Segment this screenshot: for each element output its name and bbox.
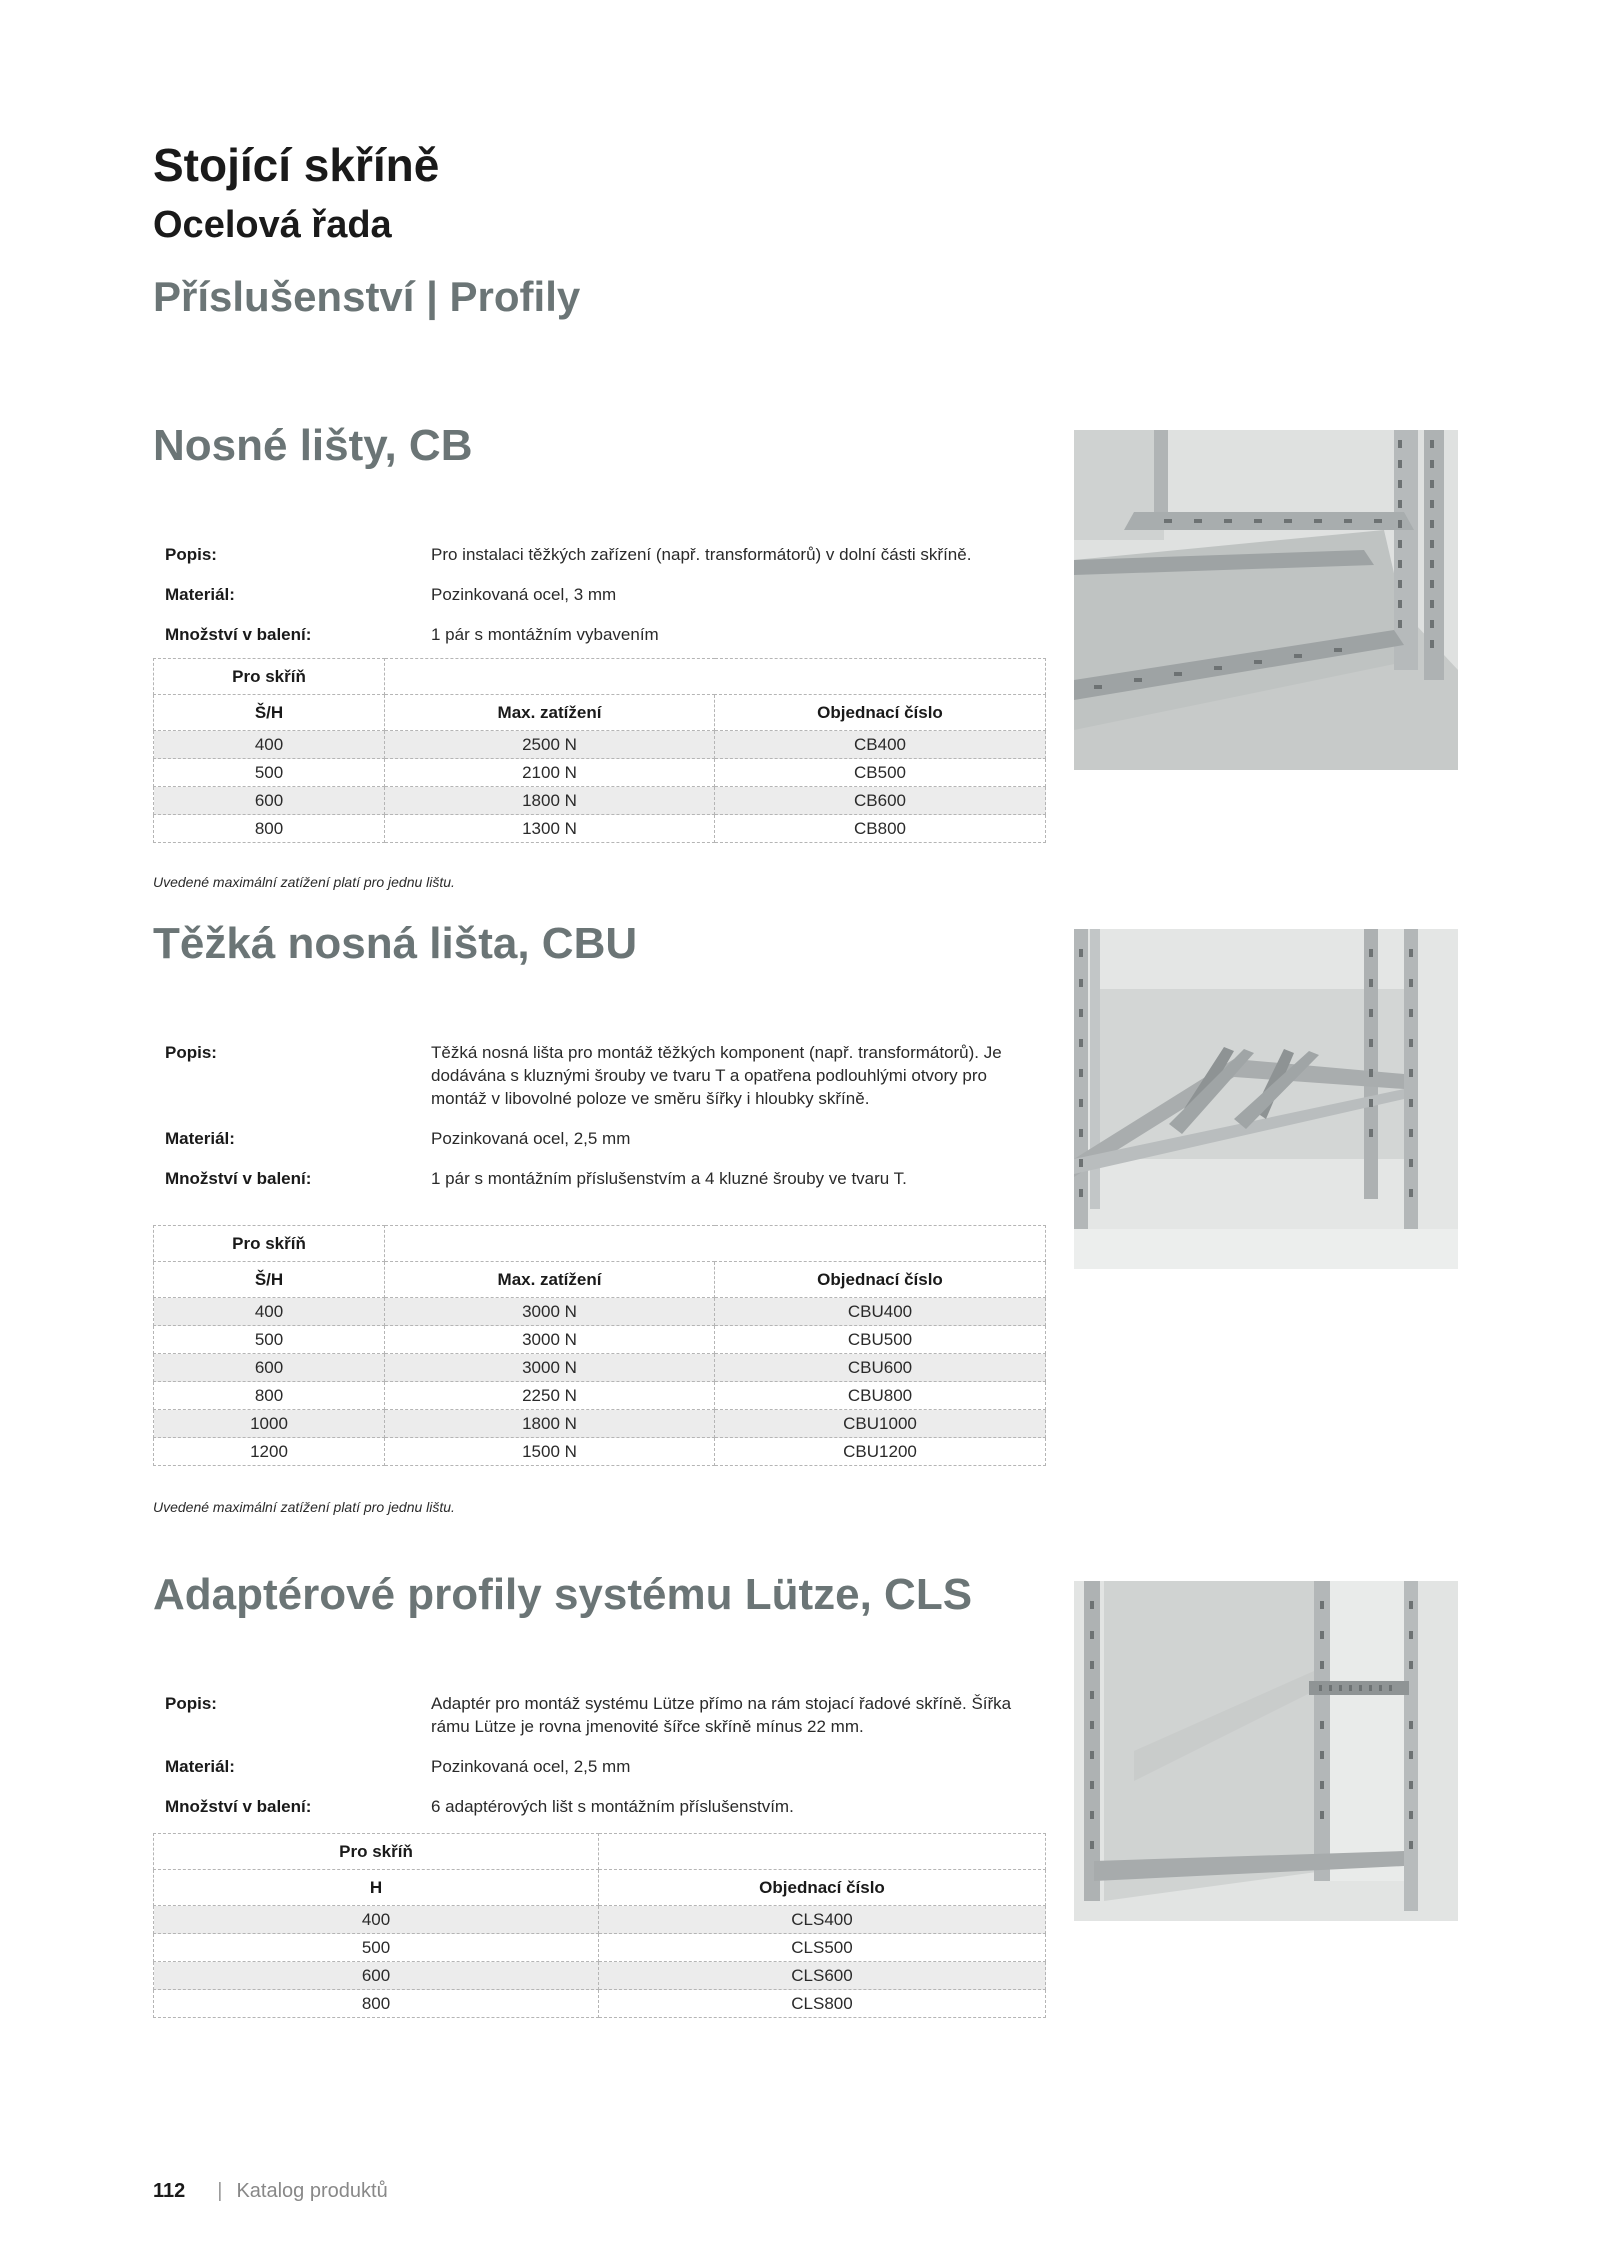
table-cell: 600 [154,1354,385,1382]
table-group-header-row [154,1834,1046,1870]
table-cell: 500 [154,1934,599,1962]
info-label: Popis: [165,545,217,564]
catalog-label: Katalog produktů [236,2180,388,2202]
table-cell: 400 [154,1298,385,1326]
table-cell: 500 [154,759,385,787]
table-group-header-row [154,659,1046,695]
table-cell: 3000 N [385,1354,715,1382]
info-row-material [153,583,1043,606]
table-row [154,1298,1046,1326]
table-cell: CBU1200 [715,1438,1046,1466]
table-row [154,1962,1046,1990]
table-cell: 1800 N [385,787,715,815]
table-row [154,787,1046,815]
info-row-description [153,1692,1043,1738]
spec-table-cls [153,1833,1046,2018]
info-row-quantity [153,1167,1043,1190]
column-header: Š/H [154,1262,385,1298]
table-row [154,1990,1046,2018]
info-label: Množství v balení: [165,625,312,644]
table-row [154,1354,1046,1382]
table-cell: 3000 N [385,1298,715,1326]
info-block-cb [153,543,1043,663]
table-row [154,815,1046,843]
section-title-cls: Adaptérové profily systému Lütze, CLS [153,1570,973,1619]
info-row-quantity [153,623,1043,646]
spec-table-cbu [153,1225,1046,1466]
table-cell: 500 [154,1326,385,1354]
product-photo-cbu [1074,929,1458,1269]
info-label: Materiál: [165,1129,235,1148]
table-cell: CLS800 [599,1990,1046,2018]
info-value: Pro instalaci těžkých zařízení (např. transformátorů) v dolní části skříně. [431,545,972,564]
table-row [154,1934,1046,1962]
info-value: Adaptér pro montáž systému Lütze přímo na rám stojací řadové skříně. Šířka rámu Lütze je rovna jmenovité šířce skříně mínus 22 mm. [431,1694,1012,1736]
info-label: Materiál: [165,585,235,604]
table-header-row [154,1870,1046,1906]
table-cell: CB400 [715,731,1046,759]
table-row [154,1906,1046,1934]
table-empty-cell [599,1834,1046,1870]
footnote-cb: Uvedené maximální zatížení platí pro jednu lištu. [153,874,455,890]
spec-table-cb [153,658,1046,843]
table-row [154,1382,1046,1410]
table-cell: CB500 [715,759,1046,787]
table-cell: CBU500 [715,1326,1046,1354]
table-group-header: Pro skříň [154,659,385,695]
table-row [154,759,1046,787]
info-label: Materiál: [165,1757,235,1776]
table-row [154,1410,1046,1438]
footnote-cbu: Uvedené maximální zatížení platí pro jednu lištu. [153,1499,455,1515]
table-cell: CLS400 [599,1906,1046,1934]
product-photo-cls [1074,1581,1458,1921]
page-subtitle: Ocelová řada [153,204,392,246]
info-value: Pozinkovaná ocel, 2,5 mm [431,1129,631,1148]
table-header-row [154,1262,1046,1298]
column-header: Objednací číslo [715,695,1046,731]
table-cell: 800 [154,1990,599,2018]
table-cell: 3000 N [385,1326,715,1354]
info-row-quantity [153,1795,1043,1818]
table-cell: CLS600 [599,1962,1046,1990]
table-group-header-row [154,1226,1046,1262]
info-value: 1 pár s montážním příslušenstvím a 4 kluzné šrouby ve tvaru T. [431,1169,907,1188]
table-cell: CBU800 [715,1382,1046,1410]
table-cell: CBU1000 [715,1410,1046,1438]
table-row [154,1326,1046,1354]
info-value: 1 pár s montážním vybavením [431,625,659,644]
table-cell: 600 [154,787,385,815]
table-group-header: Pro skříň [154,1834,599,1870]
info-block-cbu [153,1041,1043,1207]
table-row [154,731,1046,759]
table-cell: 800 [154,815,385,843]
info-value: Těžká nosná lišta pro montáž těžkých komponent (např. transformátorů). Je dodávána s kluznými šrouby ve tvaru T a opatřena podlouhlými otvory pro montáž v libovolné poloze ve směru šířky i hloubky skříně. [431,1043,1002,1108]
info-block-cls [153,1692,1043,1835]
info-row-material [153,1755,1043,1778]
info-label: Popis: [165,1043,217,1062]
info-label: Množství v balení: [165,1169,312,1188]
column-header: Max. zatížení [385,695,715,731]
table-cell: 1500 N [385,1438,715,1466]
column-header: Max. zatížení [385,1262,715,1298]
section-title-cb: Nosné lišty, CB [153,421,473,470]
table-cell: 400 [154,731,385,759]
table-cell: 1000 [154,1410,385,1438]
table-cell: 400 [154,1906,599,1934]
info-row-description [153,1041,1043,1110]
table-cell: CBU400 [715,1298,1046,1326]
info-value: Pozinkovaná ocel, 2,5 mm [431,1757,631,1776]
info-value: Pozinkovaná ocel, 3 mm [431,585,617,604]
column-header: Š/H [154,695,385,731]
column-header: H [154,1870,599,1906]
column-header: Objednací číslo [599,1870,1046,1906]
info-value: 6 adaptérových lišt s montážním příslušenstvím. [431,1797,794,1816]
page-footer [153,2180,388,2203]
info-label: Popis: [165,1694,217,1713]
page-number: 112 [153,2180,186,2202]
section-title-cbu: Těžká nosná lišta, CBU [153,919,638,968]
table-cell: 600 [154,1962,599,1990]
table-cell: CBU600 [715,1354,1046,1382]
column-header: Objednací číslo [715,1262,1046,1298]
page-category: Příslušenství | Profily [153,273,581,320]
table-empty-cell [385,659,1046,695]
table-cell: 2100 N [385,759,715,787]
footer-separator: | [217,2180,223,2202]
table-cell: CB800 [715,815,1046,843]
table-cell: 2500 N [385,731,715,759]
table-cell: 1800 N [385,1410,715,1438]
table-cell: CLS500 [599,1934,1046,1962]
table-cell: 1300 N [385,815,715,843]
product-photo-cb [1074,430,1458,770]
table-group-header: Pro skříň [154,1226,385,1262]
table-cell: 800 [154,1382,385,1410]
table-cell: CB600 [715,787,1046,815]
table-cell: 1200 [154,1438,385,1466]
table-row [154,1438,1046,1466]
info-row-description [153,543,1043,566]
table-header-row [154,695,1046,731]
page-title: Stojící skříně [153,139,440,191]
table-empty-cell [385,1226,1046,1262]
table-cell: 2250 N [385,1382,715,1410]
info-row-material [153,1127,1043,1150]
info-label: Množství v balení: [165,1797,312,1816]
